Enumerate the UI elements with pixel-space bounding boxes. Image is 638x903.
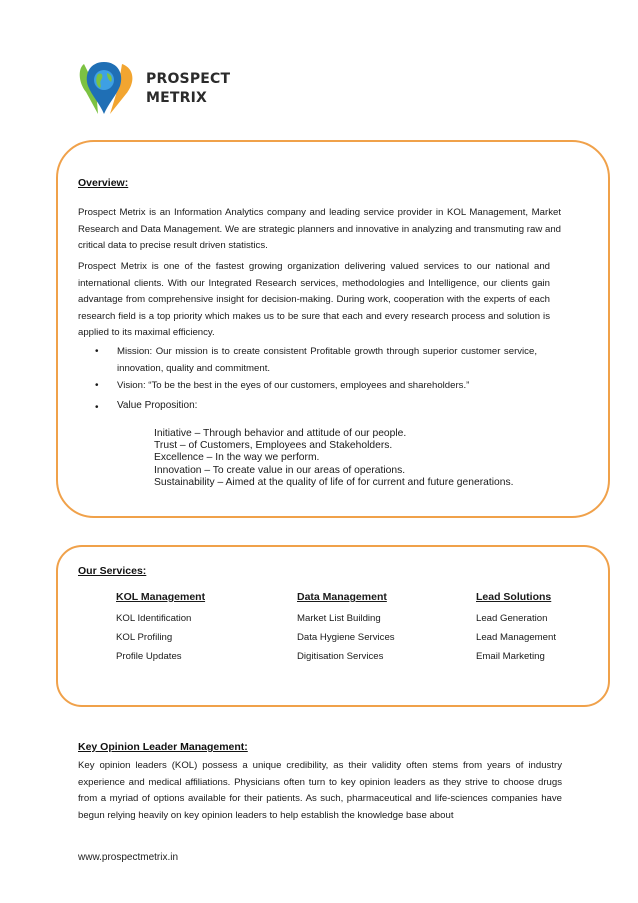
services-column-kol [116, 591, 205, 662]
vision-bullet: Vision: “To be the best in the eyes of our customers, employees and shareholders.” [117, 380, 470, 391]
company-logo [76, 58, 236, 118]
services-column-lead [476, 591, 556, 662]
bullet-marker: • [95, 402, 99, 413]
logo-line-1: PROSPECT [146, 71, 231, 87]
service-item: Lead Management [476, 632, 557, 643]
mission-bullet: Mission: Our mission is to create consistent Profitable growth through superior customer service, innovation, quality and commitment. [117, 346, 537, 374]
globe-pin-logo-icon [76, 58, 140, 118]
service-item: Digitisation Services [297, 651, 384, 662]
footer-url[interactable]: www.prospectmetrix.in [78, 852, 179, 863]
value-item: Sustainability – Aimed at the quality of life of for current and future generations. [154, 476, 514, 488]
overview-paragraph-2: Prospect Metrix is one of the fastest growing organization delivering valued services to our national and international clients. With our Integrated Research services, methodologies and Intelligence, our clients gain advantage from comprehensive insight for decision-making. During work, cooperation with the experts of each research field is a top priority which makes us to be sure that each and every research process and solution is applied to its maximal efficiency. [78, 261, 550, 339]
value-item: Excellence – In the way we perform. [154, 452, 320, 464]
value-item: Initiative – Through behavior and attitude of our people. [154, 428, 407, 439]
service-item: Email Marketing [476, 651, 545, 662]
service-item: KOL Identification [116, 613, 192, 624]
service-item: Market List Building [297, 613, 381, 624]
value-proposition-bullet: Value Proposition: [117, 400, 198, 411]
services-column-title: Lead Solutions [476, 591, 552, 603]
overview-heading: Overview: [78, 177, 129, 189]
value-proposition-list [154, 428, 574, 489]
service-item: Lead Generation [476, 613, 548, 624]
services-column-title: KOL Management [116, 591, 206, 603]
bullet-marker: • [95, 380, 99, 391]
service-item: Profile Updates [116, 651, 182, 662]
services-heading: Our Services: [78, 565, 147, 577]
value-item: Innovation – To create value in our areas of operations. [154, 464, 406, 476]
services-column-data [297, 591, 395, 662]
bullet-marker: • [95, 346, 99, 357]
overview-paragraph-1: Prospect Metrix is an Information Analytics company and leading service provider in KOL Management, Market Research and Data Management. We are strategic planners and innovative in analyzing and transmuting raw and critical data to precise result driven statistics. [78, 207, 561, 252]
kol-paragraph: Key opinion leaders (KOL) possess a unique credibility, as their validity often stems from years of industry experience and medical affiliations. Physicians often turn to key opinion leaders as they strive to choose drugs from a myriad of options available for their patients. As such, pharmaceutical and life-sciences companies have begun relying heavily on key opinion leaders to help establish the knowledge base about [78, 760, 562, 821]
services-column-title: Data Management [297, 591, 387, 603]
logo-line-2: METRIX [146, 90, 208, 106]
service-item: Data Hygiene Services [297, 632, 395, 643]
service-item: KOL Profiling [116, 632, 173, 643]
kol-heading: Key Opinion Leader Management: [78, 741, 248, 753]
value-item: Trust – of Customers, Employees and Stakeholders. [154, 440, 393, 452]
